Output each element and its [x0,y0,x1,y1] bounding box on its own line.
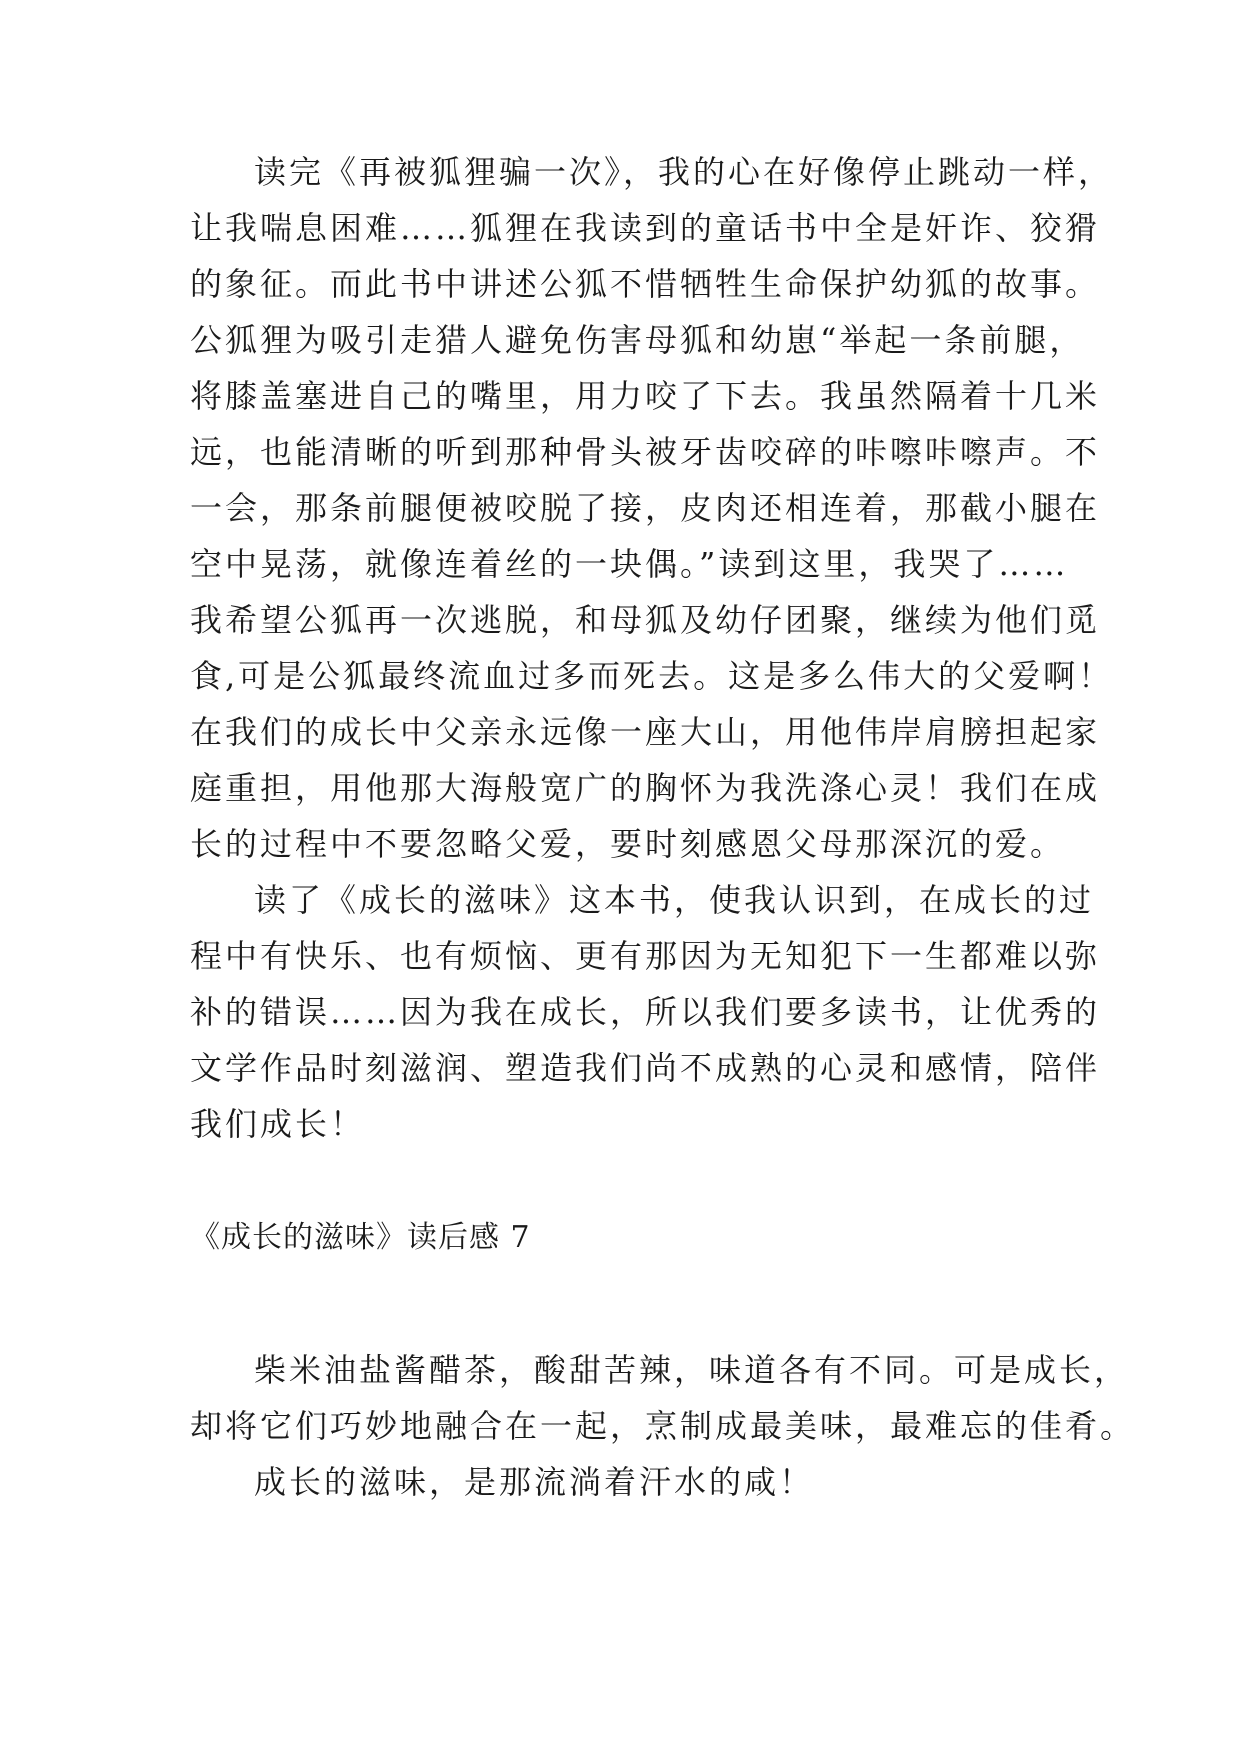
paragraph-1-line-4: 公狐狸为吸引走猎人避免伤害母狐和幼崽“举起一条前腿， [190,321,1085,359]
paragraph-2-line-3: 补的错误……因为我在成长，所以我们要多读书，让优秀的 [190,993,1101,1031]
paragraph-1-line-8: 空中晃荡，就像连着丝的一块偶。”读到这里，我哭了…… [190,545,1069,583]
paragraph-3-line-1: 柴米油盐酱醋茶，酸甜苦辣，味道各有不同。可是成长， [254,1351,1130,1389]
paragraph-1-line-3: 的象征。而此书中讲述公狐不惜牺牲生命保护幼狐的故事。 [190,265,1101,303]
paragraph-2-line-4: 文学作品时刻滋润、塑造我们尚不成熟的心灵和感情，陪伴 [190,1049,1101,1087]
paragraph-1-line-10: 食,可是公狐最终流血过多而死去。这是多么伟大的父爱啊！ [190,657,1114,695]
paragraph-4-line-1: 成长的滋味，是那流淌着汗水的咸！ [254,1463,815,1501]
paragraph-2-line-5: 我们成长！ [190,1105,366,1143]
paragraph-1-line-12: 庭重担，用他那大海般宽广的胸怀为我洗涤心灵！我们在成 [190,769,1101,807]
paragraph-3-line-2: 却将它们巧妙地融合在一起，烹制成最美味，最难忘的佳肴。 [190,1407,1136,1445]
paragraph-1-line-5: 将膝盖塞进自己的嘴里，用力咬了下去。我虽然隔着十几米 [190,377,1101,415]
paragraph-1-line-11: 在我们的成长中父亲永远像一座大山，用他伟岸肩膀担起家 [190,713,1101,751]
paragraph-2-line-2: 程中有快乐、也有烦恼、更有那因为无知犯下一生都难以弥 [190,937,1101,975]
paragraph-1-line-2: 让我喘息困难……狐狸在我读到的童话书中全是奸诈、狡猾 [190,209,1101,247]
paragraph-1-line-7: 一会，那条前腿便被咬脱了接，皮肉还相连着，那截小腿在 [190,489,1101,527]
section-heading: 《成长的滋味》读后感 7 [190,1220,531,1255]
paragraph-1-line-6: 远，也能清晰的听到那种骨头被牙齿咬碎的咔嚓咔嚓声。不 [190,433,1101,471]
paragraph-2-line-1: 读了《成长的滋味》这本书，使我认识到，在成长的过 [254,881,1095,919]
paragraph-1-line-1: 读完《再被狐狸骗一次》，我的心在好像停止跳动一样， [254,153,1114,191]
paragraph-1-line-13: 长的过程中不要忽略父爱，要时刻感恩父母那深沉的爱。 [190,825,1066,863]
paragraph-1-line-9: 我希望公狐再一次逃脱，和母狐及幼仔团聚，继续为他们觅 [190,601,1101,639]
